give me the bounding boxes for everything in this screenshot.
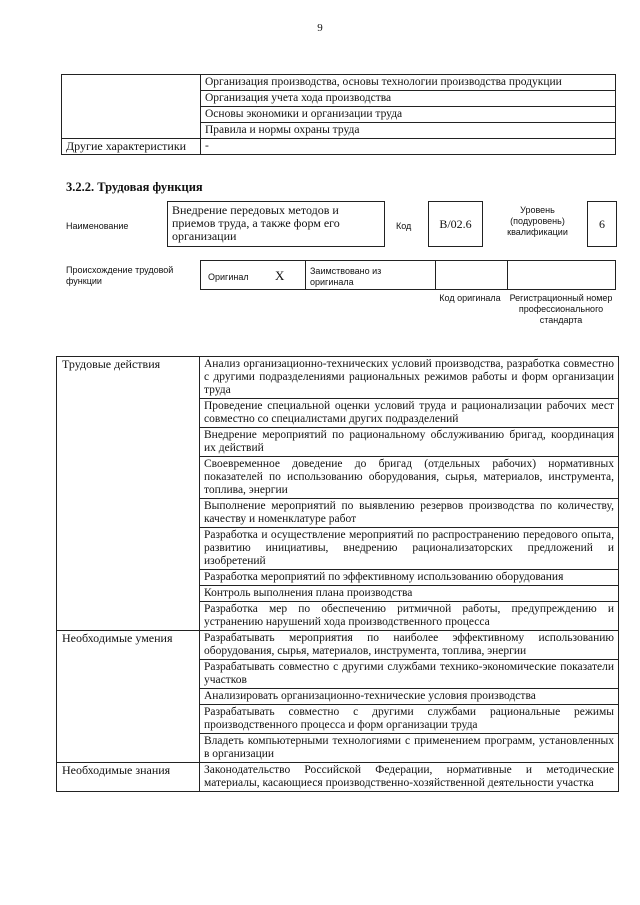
table-cell: Анализ организационно-технических условий производства, разработка совместно с другими подразделениями рациональных режимов работы и форм организации труда [200,357,619,399]
table-cell: Своевременное доведение до бригад (отдельных рабочих) нормативных показателей по использованию оборудования, сырья, материалов, инструмента, топлива, энергии [200,457,619,499]
table-cell: Выполнение мероприятий по выявлению резервов производства по количеству, качеству и номенклатуре работ [200,499,619,528]
level-value-box: 6 [587,201,617,247]
empty-cell [62,75,201,139]
borrowed-label: Заимствовано из оригинала [310,266,382,287]
table-cell: Разработка мер по обеспечению ритмичной работы, предупреждению и устранению нарушений хода производственного процесса [200,602,619,631]
table-cell: Владеть компьютерными технологиями с применением программ, установленных в организации [200,734,619,763]
code-value-box: B/02.6 [428,201,483,247]
code-label: Код [396,221,412,231]
table-cell: Организация учета хода производства [201,91,616,107]
table-row [57,357,619,399]
level-label: Уровень (подуровень) квалификации [507,205,568,237]
table-cell: Контроль выполнения плана производства [200,586,619,602]
group-label: Необходимые знания [57,763,200,792]
group-label: Необходимые умения [57,631,200,763]
table-cell: Проведение специальной оценки условий труда и рационализации рабочих мест совместно со специалистами других подразделений [200,399,619,428]
origin-label: Происхождение трудовой функции [66,265,174,286]
origin-box [200,260,616,290]
other-characteristics-label: Другие характеристики [62,139,201,155]
table-row [62,139,616,155]
other-characteristics-value: - [201,139,616,155]
main-table [56,356,619,792]
table-row [57,631,619,660]
table-cell: Разрабатывать мероприятия по наиболее эффективному использованию оборудования, сырья, материалов, инструмента, топлива, энергии [200,631,619,660]
table-cell: Основы экономики и организации труда [201,107,616,123]
divider [435,261,436,289]
table-row [57,763,619,792]
original-mark: X [275,268,285,283]
original-label: Оригинал [208,272,249,282]
divider [305,261,306,289]
code-original-label: Код оригинала [439,293,501,303]
group-label: Трудовые действия [57,357,200,631]
function-name-box: Внедрение передовых методов и приемов труда, а также форм его организации [167,201,385,247]
table-cell: Внедрение мероприятий по рациональному обслуживанию бригад, координация их действий [200,428,619,457]
table-cell: Разработка и осуществление мероприятий по распространению передового опыта, развитию инициативы, внедрению рационализаторских предложений и изобретений [200,528,619,570]
section-title: 3.2.2. Трудовая функция [66,180,203,194]
top-table [61,74,616,155]
table-row [62,75,616,91]
table-cell: Разрабатывать совместно с другими службами технико-экономические показатели участков [200,660,619,689]
reg-number-label: Регистрационный номер профессионального стандарта [509,293,613,325]
table-cell: Правила и нормы охраны труда [201,123,616,139]
page-number: 9 [317,22,323,34]
name-label: Наименование [66,221,129,231]
table-cell: Законодательство Российской Федерации, нормативные и методические материалы, касающиеся производственно-хозяйственной деятельности участка [200,763,619,792]
table-cell: Организация производства, основы технологии производства продукции [201,75,616,91]
table-cell: Разрабатывать совместно с другими службами рациональные режимы производственного процесса и форм организации труда [200,705,619,734]
divider [507,261,508,289]
table-cell: Разработка мероприятий по эффективному использованию оборудования [200,570,619,586]
table-cell: Анализировать организационно-технические условия производства [200,689,619,705]
